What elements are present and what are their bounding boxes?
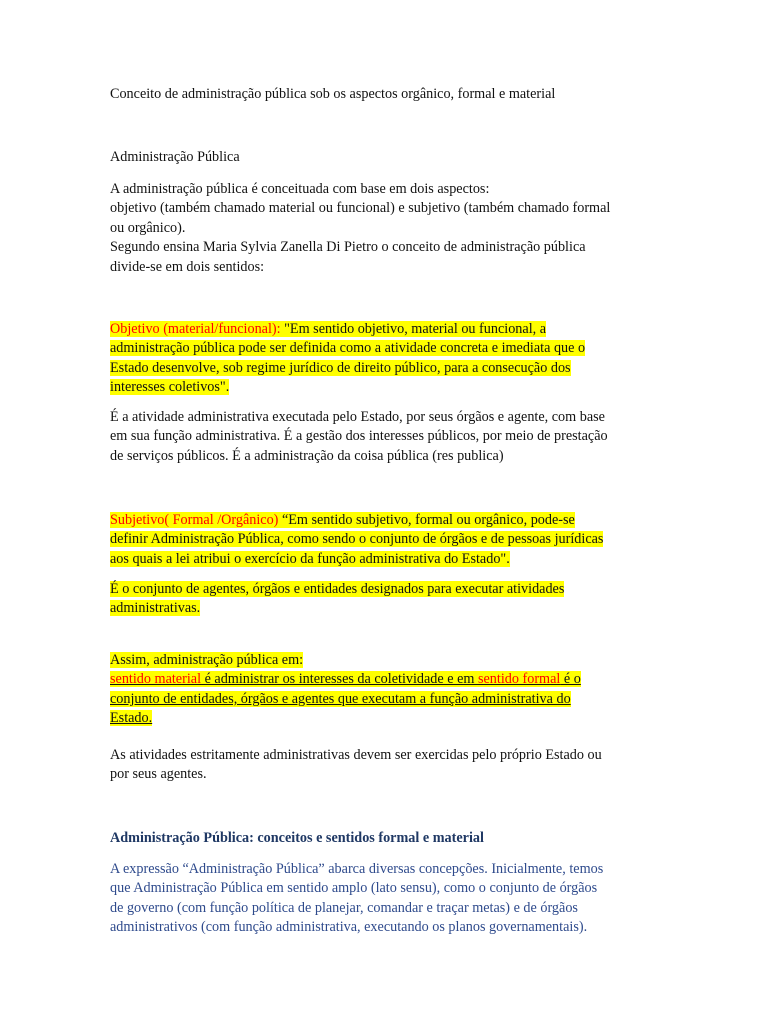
expressao-line: que Administração Pública em sentido amplo (lato sensu), como o conjunto de órgãos: [110, 880, 598, 897]
expressao-line: administrativos (com função administrativa, executando os planos governamentais).: [110, 919, 588, 936]
objetivo-line: Estado desenvolve, sob regime jurídico de direito público, para a consecução dos: [110, 359, 571, 376]
subjetivo-label: Subjetivo( Formal /Orgânico): [110, 512, 279, 528]
objetivo-quote: "Em sentido objetivo, material ou funcional, a: [280, 321, 547, 337]
intro-paragraph: [110, 180, 670, 277]
subjetivo-description: [110, 580, 670, 619]
section-heading-text: Administração Pública: conceitos e sentidos formal e material: [110, 830, 484, 846]
subjetivo-desc-line: É o conjunto de agentes, órgãos e entidades designados para executar atividades: [110, 581, 565, 597]
intro-line: divide-se em dois sentidos:: [110, 258, 265, 275]
objetivo-desc-line: É a atividade administrativa executada pelo Estado, por seus órgãos e agente, com base: [110, 409, 605, 425]
intro-line: objetivo (também chamado material ou funcional) e subjetivo (também chamado formal: [110, 200, 611, 217]
atividades-paragraph: [110, 746, 670, 785]
title-text: Conceito de administração pública sob os aspectos orgânico, formal e material: [110, 86, 556, 102]
document-title: [110, 85, 670, 104]
objetivo-paragraph: [110, 320, 670, 398]
intro-line: Segundo ensina Maria Sylvia Zanella Di Pietro o conceito de administração pública: [110, 239, 586, 256]
assim-end: é o: [560, 671, 581, 688]
intro-line: A administração pública é conceituada com base em dois aspectos:: [110, 181, 490, 197]
subheading: [110, 148, 670, 167]
assim-middle: é administrar os interesses da coletividade e em: [201, 671, 478, 688]
expressao-line: A expressão “Administração Pública” abarca diversas concepções. Inicialmente, temos: [110, 861, 604, 877]
atividades-line: por seus agentes.: [110, 766, 207, 783]
objetivo-line: interesses coletivos".: [110, 379, 230, 396]
subjetivo-line: definir Administração Pública, como sendo o conjunto de órgãos e de pessoas jurídicas: [110, 531, 604, 548]
atividades-line: As atividades estritamente administrativas devem ser exercidas pelo próprio Estado ou: [110, 747, 602, 763]
section-heading: [110, 829, 670, 848]
objetivo-desc-line: em sua função administrativa. É a gestão dos interesses públicos, por meio de prestação: [110, 428, 608, 445]
objetivo-label: Objetivo (material/funcional):: [110, 321, 281, 337]
expressao-paragraph: [110, 860, 670, 938]
intro-line: ou orgânico).: [110, 219, 186, 236]
objetivo-description: [110, 408, 670, 466]
assim-line: Estado.: [110, 710, 153, 727]
subjetivo-line: aos quais a lei atribui o exercício da função administrativa do Estado".: [110, 550, 510, 567]
assim-line: conjunto de entidades, órgãos e agentes que executam a função administrativa do: [110, 690, 571, 707]
objetivo-line: administração pública pode ser definida como a atividade concreta e imediata que o: [110, 340, 586, 357]
subjetivo-paragraph: [110, 511, 670, 569]
subheading-text: Administração Pública: [110, 149, 240, 165]
expressao-line: de governo (com função política de planejar, comandar e traçar metas) e de órgãos: [110, 899, 578, 916]
assim-paragraph: [110, 651, 670, 729]
subjetivo-desc-line: administrativas.: [110, 600, 201, 617]
subjetivo-quote: “Em sentido subjetivo, formal ou orgânico, pode-se: [278, 512, 575, 528]
sentido-material: sentido material: [110, 671, 202, 688]
assim-intro: Assim, administração pública em:: [110, 652, 304, 668]
objetivo-desc-line: de serviços públicos. É a administração da coisa pública (res publica): [110, 447, 504, 464]
sentido-formal: sentido formal: [477, 671, 561, 688]
